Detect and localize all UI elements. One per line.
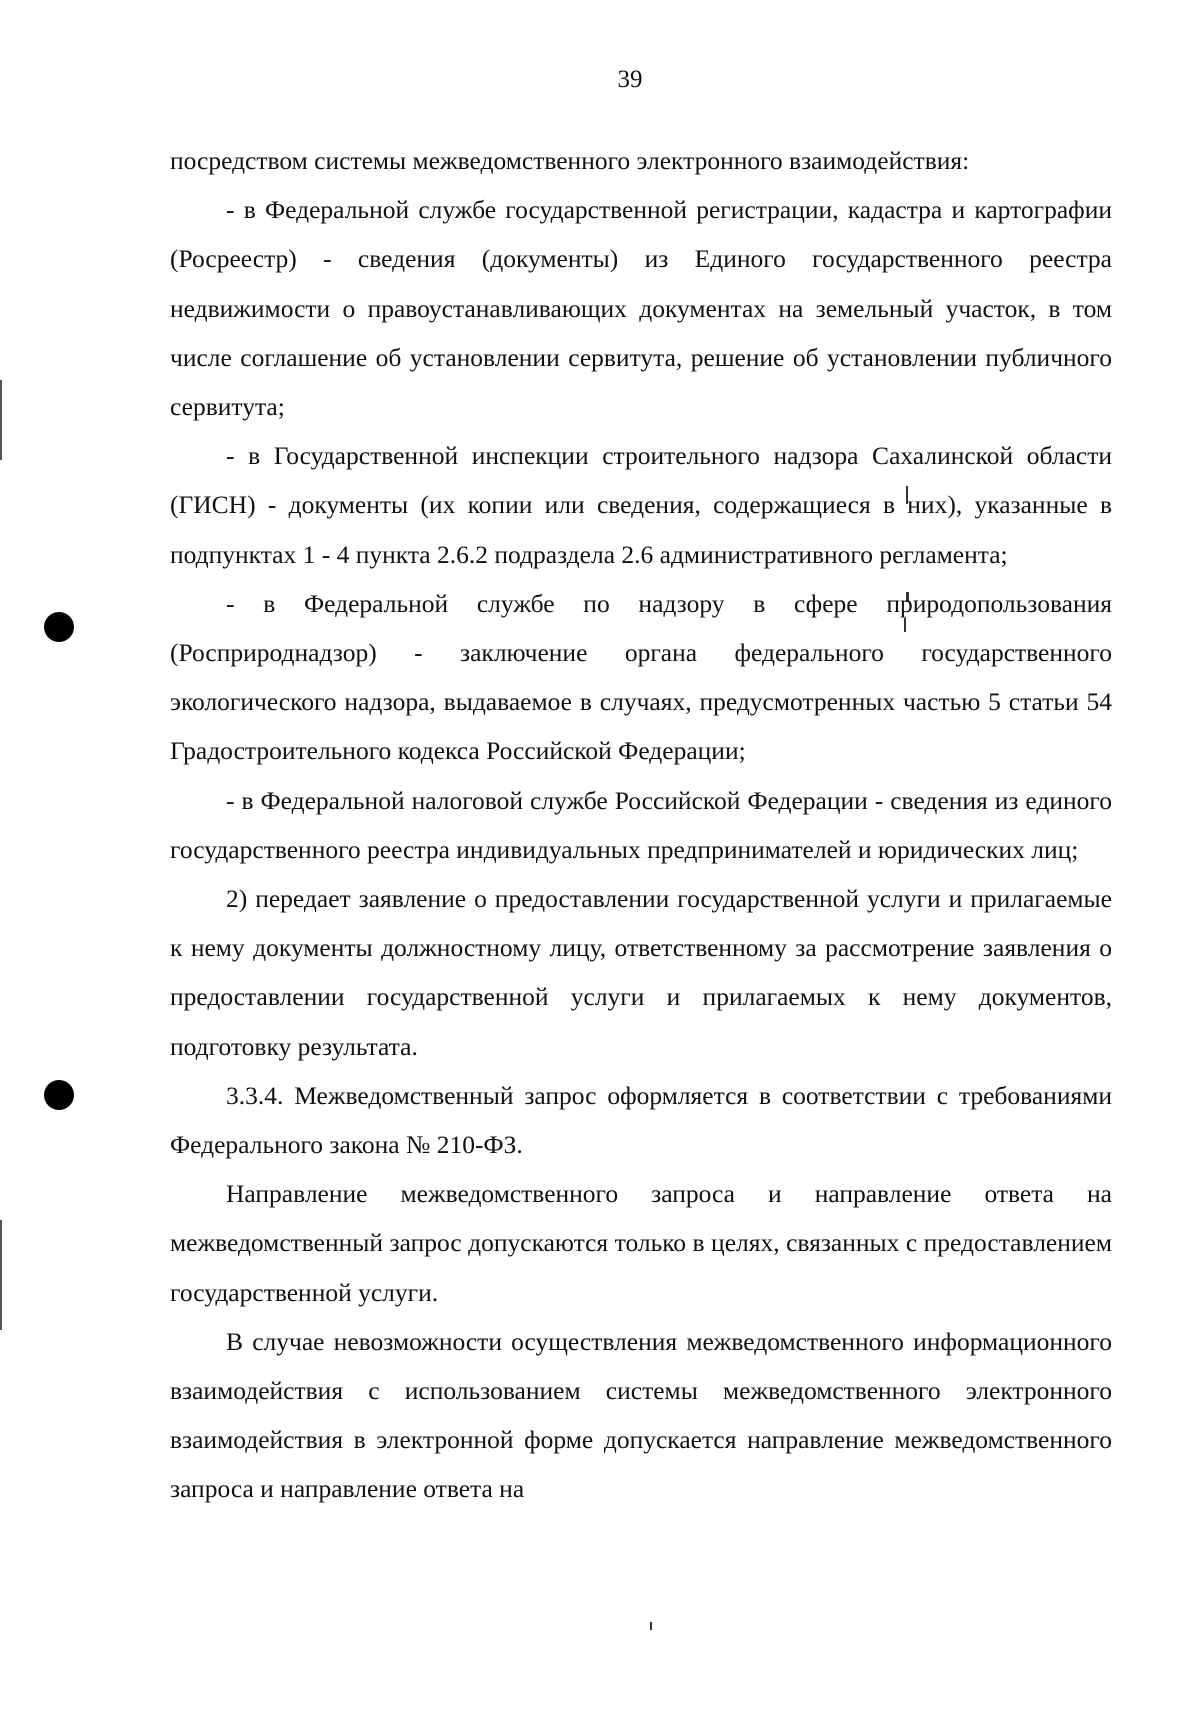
body-paragraph: - в Федеральной службе государственной регистрации, кадастра и картографии (Росреестр) - сведения (документы) из Единого государственного реестра недвижимости о правоустанавливающих документах на земельный участок, в том числе соглашение об установлении сервитута, решение об установлении публичного сервитута; bbox=[170, 195, 1112, 422]
body-paragraph: - в Государственной инспекции строительного надзора Сахалинской области (ГИСН) - документы (их копии или сведения, содержащиеся в них), указанные в подпунктах 1 - 4 пункта 2.6.2 подраздела 2.6 административного регламента; bbox=[170, 441, 1112, 569]
body-paragraph: В случае невозможности осуществления межведомственного информационного взаимодействия с использованием системы межведомственного электронного взаимодействия в электронной форме допускается направление межведомственного запроса и направление ответа на bbox=[170, 1326, 1112, 1504]
scan-edge-mark bbox=[0, 1220, 2, 1330]
body-paragraph: Направление межведомственного запроса и направление ответа на межведомственный запрос допускаются только в целях, связанных с предоставлением государственной услуги. bbox=[170, 1179, 1112, 1307]
body-paragraph: 2) передает заявление о предоставлении государственной услуги и прилагаемые к нему документы должностному лицу, ответственному за рассмотрение заявления о предоставлении государственной услуги и прилагаемых к нему документов, подготовку результата. bbox=[170, 884, 1112, 1061]
body-paragraph: - в Федеральной налоговой службе Российской Федерации - сведения из единого государственного реестра индивидуальных предпринимателей и юридических лиц; bbox=[170, 785, 1112, 864]
body-paragraph: - в Федеральной службе по надзору в сфере природопользования (Росприроднадзор) - заключение органа федерального государственного экологического надзора, выдаваемое в случаях, предусмотренных частью 5 статьи 54 Градостроительного кодекса Российской Федерации; bbox=[170, 588, 1112, 766]
body-paragraph: посредством системы межведомственного электронного взаимодействия: bbox=[170, 146, 970, 175]
punch-hole-lower bbox=[44, 1080, 74, 1110]
document-body bbox=[170, 136, 1112, 1514]
page-number: 39 bbox=[617, 66, 643, 93]
scan-edge-mark bbox=[0, 380, 2, 460]
punch-hole-upper bbox=[44, 612, 74, 642]
body-paragraph: 3.3.4. Межведомственный запрос оформляется в соответствии с требованиями Федерального закона № 210-ФЗ. bbox=[170, 1080, 1112, 1160]
scan-speck bbox=[650, 1622, 652, 1630]
